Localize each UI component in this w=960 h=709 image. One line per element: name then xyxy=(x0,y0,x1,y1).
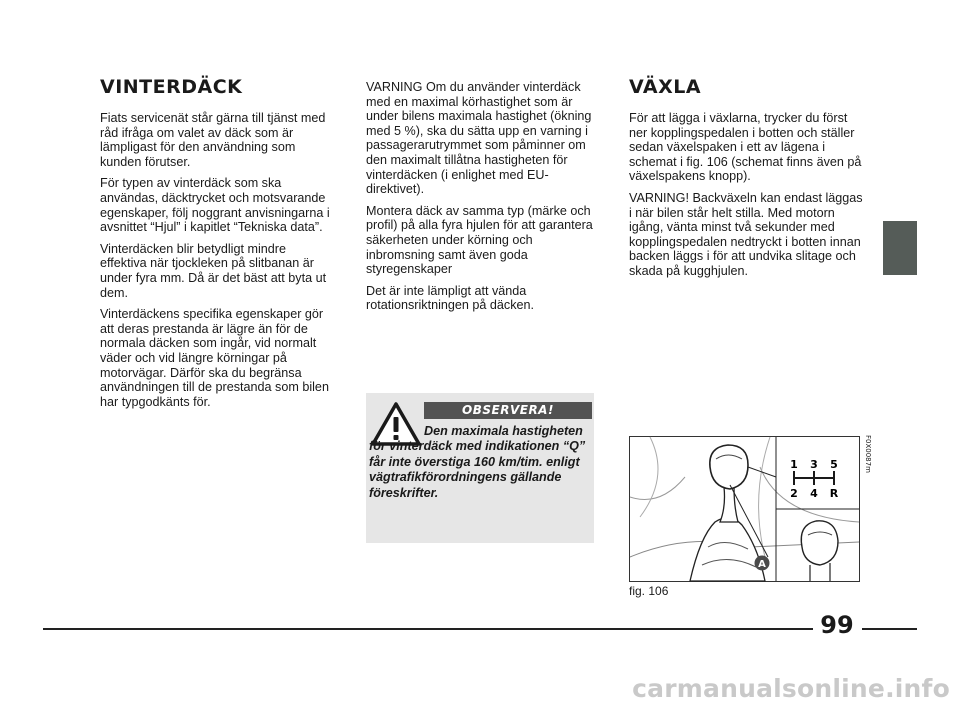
figure-code xyxy=(858,433,872,503)
gear-label: 3 xyxy=(810,458,818,471)
callout-label: A xyxy=(758,559,766,570)
note-text: Den maximala hastigheten för vinterdäck med indikationen “Q” får inte överstiga 160 km/tim. enligt vägtrafikförordningens gällande föreskrifter. xyxy=(369,424,586,500)
gear-label: 2 xyxy=(790,487,798,500)
middle-column xyxy=(366,80,594,320)
note-header: OBSERVERA! xyxy=(424,402,592,419)
watermark: carmanualsonline.info xyxy=(632,674,950,703)
gear-label: 5 xyxy=(830,458,838,471)
paragraph: För att lägga i växlarna, trycker du först ner kopplingspedalen i botten och ställer sedan växelspaken i ett av lägena i schemat i fig. 106 (schemat finns även på växelspakens knopp). xyxy=(629,111,862,184)
paragraph: VARNING Om du använder vinterdäck med en maximal körhastighet som är under bilens maximala hastighet (ökning med 5 %), ska du sätta upp en varning i passagerarutrymmet som påminner om den maximalt tillåtna hastigheten för vinterdäcken (i enlighet med EU-direktivet). xyxy=(366,80,592,197)
gear-label: 1 xyxy=(790,458,798,471)
page-number: 99 xyxy=(820,611,854,639)
gear-label: R xyxy=(829,487,839,500)
chapter-tab xyxy=(883,221,917,275)
paragraph: Vinterdäcken blir betydligt mindre effektiva när tjockleken på slitbanan är under fyra mm. Då är det bäst att byta ut dem. xyxy=(100,241,327,300)
figure-caption: fig. 106 xyxy=(629,584,669,598)
paragraph: Fiats servicenät står gärna till tjänst med råd ifråga om valet av däck som är lämpligast för den användning som kunden förutser. xyxy=(100,111,326,169)
observera-note-box xyxy=(366,393,594,543)
footer-rule-right xyxy=(862,628,917,630)
paragraph: Det är inte lämpligt att vända rotationsriktningen på däcken. xyxy=(366,283,535,313)
section-heading-vaxla: VÄXLA xyxy=(629,76,702,98)
gear-label: 4 xyxy=(810,487,818,500)
figure-code-text: F0X0087m xyxy=(864,435,872,473)
paragraph: Montera däck av samma typ (märke och profil) på alla fyra hjulen för att garantera säkerheten under körning och inbromsning samt även goda styregenskaper xyxy=(366,203,593,277)
paragraph: För typen av vinterdäck som ska användas, däcktrycket och motsvarande egenskaper, följ noggrant anvisningarna i avsnittet “Hjul” i kapitlet “Tekniska data”. xyxy=(100,176,330,235)
figure-gear-shift xyxy=(629,436,860,582)
footer-rule-left xyxy=(43,628,813,630)
paragraph: VARNING! Backväxeln kan endast läggas i när bilen står helt stilla. Med motorn igång, vänta minst två sekunder med kopplingspedalen nedtryckt i botten innan backen läggs i för att undvika slitage och skada på kugghjulen. xyxy=(629,190,863,278)
paragraph: Vinterdäckens specifika egenskaper gör att deras prestanda är lägre än för de normala däcken som ingår, vid normalt väder och vid längre körningar på motorvägar. Därför ska du begränsa användningen till de prestanda som bilen har typgodkänts för. xyxy=(100,307,329,409)
right-column xyxy=(629,76,865,286)
left-column xyxy=(100,76,336,416)
section-heading-vinterdack: VINTERDÄCK xyxy=(100,76,243,98)
gear-lever-illustration xyxy=(630,437,859,581)
